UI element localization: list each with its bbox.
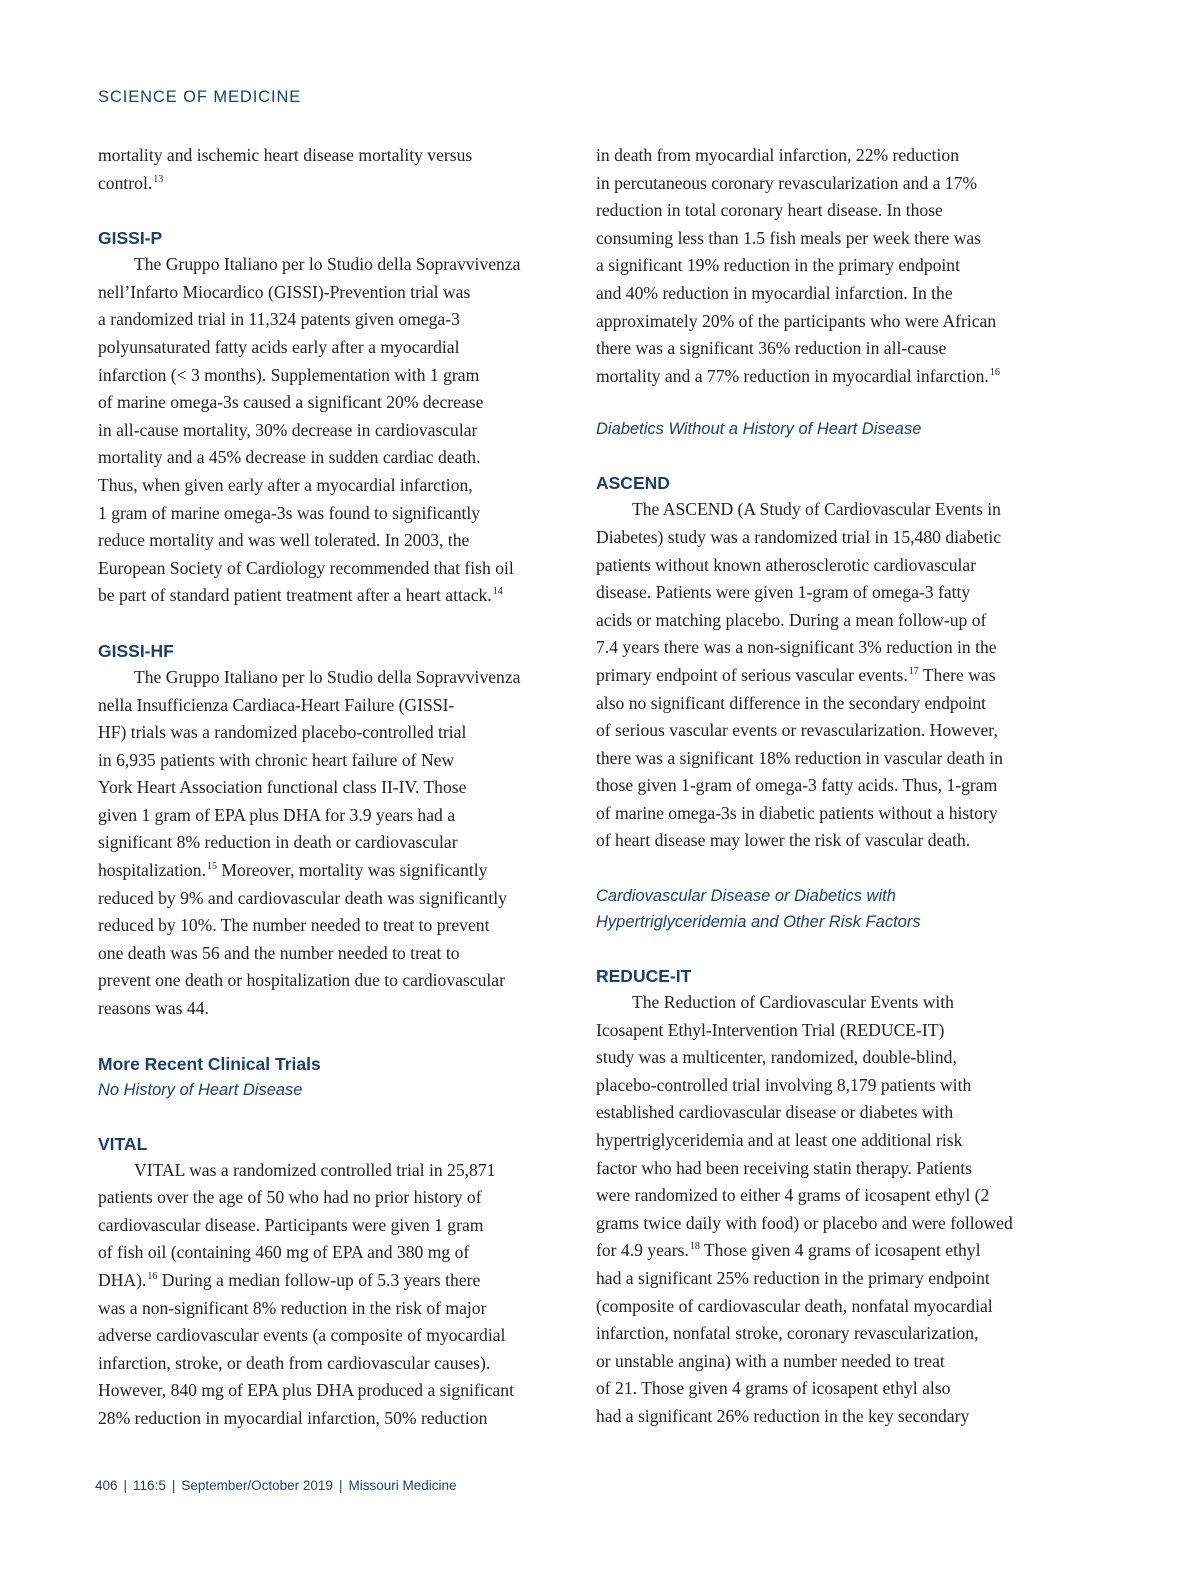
section-header: SCIENCE OF MEDICINE (98, 88, 302, 106)
text-line: grams twice daily with food) or placebo and were followed (596, 1212, 1013, 1233)
reduce-it-paragraph (596, 989, 1086, 1431)
ascend-paragraph (596, 496, 1086, 855)
footer-separator: | (171, 1478, 176, 1493)
text-line: infarction (< 3 months). Supplementation with 1 gram (98, 364, 480, 385)
text-line: European Society of Cardiology recommended that fish oil (98, 557, 514, 578)
text-line: mortality and ischemic heart disease mortality versus (98, 145, 473, 165)
reference-18: 18 (689, 1241, 700, 1253)
issue-number: 116:5 (133, 1478, 166, 1493)
ascend-heading: ASCEND (596, 473, 670, 494)
text-line: Diabetes) study was a randomized trial in 15,480 diabetic (596, 526, 1002, 547)
text-line: consuming less than 1.5 fish meals per week there was (596, 227, 982, 248)
text-line: nell’Infarto Miocardico (GISSI)-Prevention trial was (98, 281, 471, 302)
text-line: there was a significant 18% reduction in vascular death in (596, 747, 1003, 768)
text-line: polyunsaturated fatty acids early after a myocardial (98, 336, 460, 357)
no-history-subheading: No History of Heart Disease (98, 1080, 303, 1099)
text-line: were randomized to either 4 grams of icosapent ethyl (2 (596, 1185, 990, 1206)
text-line: a significant 19% reduction in the primary endpoint (596, 255, 960, 276)
gissi-p-heading: GISSI-P (98, 228, 163, 249)
text-line: reasons was 44. (98, 998, 209, 1019)
text-line: 1 gram of marine omega-3s was found to significantly (98, 502, 481, 523)
cvd-subheading-line1: Cardiovascular Disease or Diabetics with (596, 887, 896, 906)
text-line: established cardiovascular disease or diabetes with (596, 1102, 954, 1123)
text-line: VITAL was a randomized controlled trial in 25,871 (134, 1159, 496, 1180)
gissi-p-paragraph (98, 251, 588, 610)
footer-separator: | (338, 1478, 343, 1493)
text-line: there was a significant 36% reduction in all-cause (596, 338, 947, 359)
text-line: study was a multicenter, randomized, double-blind, (596, 1047, 957, 1068)
vital-heading: VITAL (98, 1133, 148, 1154)
text-line: prevent one death or hospitalization due to cardiovascular (98, 970, 505, 991)
text-line: infarction, stroke, or death from cardiovascular causes). (98, 1352, 491, 1373)
reference-13: 13 (153, 173, 164, 185)
reference-15: 15 (207, 861, 217, 873)
text-line: had a significant 25% reduction in the primary endpoint (596, 1268, 990, 1288)
text-line: 7.4 years there was a non-significant 3% reduction in the (596, 637, 997, 658)
text-line: was a non-significant 8% reduction in the risk of major (98, 1297, 487, 1318)
text-line: in all-cause mortality, 30% decrease in cardiovascular (98, 419, 478, 440)
text-line: factor who had been receiving statin therapy. Patients (596, 1157, 973, 1178)
text-line: reduced by 9% and cardiovascular death was significantly (98, 887, 507, 908)
text-line: mortality and a 77% reduction in myocardial infarction.$^{16}$ (596, 365, 1000, 386)
gissi-hf-paragraph (98, 664, 588, 1023)
text-line: control.$^{13}$ (98, 172, 164, 193)
text-line: in death from myocardial infarction, 22% reduction (596, 145, 959, 165)
text-line: reduction in total coronary heart disease. In those (596, 200, 943, 221)
recent-trials-heading: More Recent Clinical Trials (98, 1053, 321, 1074)
text-line: hypertriglyceridemia and at least one additional risk (596, 1130, 963, 1151)
right-column (596, 142, 1086, 1431)
text-line: given 1 gram of EPA plus DHA for 3.9 years had a (98, 804, 456, 825)
text-line: cardiovascular disease. Participants were given 1 gram (98, 1214, 484, 1235)
journal-name: Missouri Medicine (348, 1478, 457, 1493)
vital-continued-paragraph (596, 142, 1086, 390)
diabetics-subheading: Diabetics Without a History of Heart Disease (596, 420, 922, 439)
cvd-subheading-line2: Hypertriglyceridemia and Other Risk Factors (596, 913, 921, 932)
text-line: The Reduction of Cardiovascular Events with (632, 992, 954, 1013)
text-line: of fish oil (containing 460 mg of EPA and 380 mg of (98, 1242, 470, 1263)
reference-14: 14 (492, 586, 503, 598)
text-line: nella Insufficienza Cardiaca-Heart Failure (GISSI- (98, 694, 455, 715)
text-line: one death was 56 and the number needed to treat to (98, 942, 460, 963)
page-number: 406 (95, 1478, 118, 1493)
text-line: or unstable angina) with a number needed to treat (596, 1350, 945, 1371)
footer-separator: | (123, 1478, 128, 1493)
text-line: approximately 20% of the participants who were African (596, 310, 997, 331)
text-line: However, 840 mg of EPA plus DHA produced a significant (98, 1380, 514, 1401)
text-line: HF) trials was a randomized placebo-controlled trial (98, 722, 467, 743)
text-line: disease. Patients were given 1-gram of omega-3 fatty (596, 582, 971, 603)
text-line: for 4.9 years.$^{18}$ Those given 4 grams of icosapent ethyl (596, 1240, 981, 1261)
text-line: significant 8% reduction in death or cardiovascular (98, 832, 458, 853)
text-line: also no significant difference in the secondary endpoint (596, 692, 987, 713)
text-line: 28% reduction in myocardial infarction, 50% reduction (98, 1407, 488, 1428)
text-line: of marine omega-3s in diabetic patients without a history (596, 802, 998, 823)
text-line: hospitalization.$^{15}$ Moreover, mortality was significantly (98, 860, 488, 881)
text-line: DHA).$^{16}$ During a median follow-up of 5.3 years there (98, 1270, 481, 1290)
text-line: reduced by 10%. The number needed to treat to prevent (98, 915, 490, 936)
text-line: The Gruppo Italiano per lo Studio della Sopravvivenza (134, 254, 521, 275)
text-line: of serious vascular events or revascularization. However, (596, 720, 998, 741)
page-footer (95, 1478, 457, 1493)
text-line: (composite of cardiovascular death, nonfatal myocardial (596, 1295, 993, 1316)
vital-paragraph (98, 1157, 588, 1433)
text-line: had a significant 26% reduction in the key secondary (596, 1405, 970, 1426)
text-line: be part of standard patient treatment after a heart attack.$^{14}$ (98, 585, 503, 606)
text-line: Thus, when given early after a myocardial infarction, (98, 474, 473, 495)
text-line: patients without known atherosclerotic cardiovascular (596, 554, 977, 575)
text-line: acids or matching placebo. During a mean follow-up of (596, 609, 987, 630)
text-line: and 40% reduction in myocardial infarction. In the (596, 282, 953, 303)
text-line: those given 1-gram of omega-3 fatty acids. Thus, 1-gram (596, 775, 998, 796)
text-line: reduce mortality and was well tolerated. In 2003, the (98, 530, 470, 551)
text-line: primary endpoint of serious vascular events.$^{17}$ There was (596, 664, 996, 685)
issue-date: September/October 2019 (181, 1478, 333, 1493)
text-line: a randomized trial in 11,324 patents given omega-3 (98, 309, 460, 330)
text-line: The Gruppo Italiano per lo Studio della Sopravvivenza (134, 666, 521, 687)
text-line: of heart disease may lower the risk of vascular death. (596, 830, 971, 851)
text-line: infarction, nonfatal stroke, coronary revascularization, (596, 1323, 979, 1344)
text-line: in 6,935 patients with chronic heart failure of New (98, 749, 455, 770)
text-line: of marine omega-3s caused a significant 20% decrease (98, 392, 484, 413)
text-line: The ASCEND (A Study of Cardiovascular Events in (632, 499, 1001, 520)
text-line: adverse cardiovascular events (a composite of myocardial (98, 1325, 506, 1346)
gissi-hf-heading: GISSI-HF (98, 640, 174, 661)
text-line: placebo-controlled trial involving 8,179 patients with (596, 1074, 972, 1095)
text-line: York Heart Association functional class II-IV. Those (98, 777, 467, 798)
reference-17: 17 (908, 665, 919, 677)
text-line: of 21. Those given 4 grams of icosapent ethyl also (596, 1378, 951, 1399)
reference-16: 16 (989, 366, 1000, 378)
reduce-it-heading: REDUCE-IT (596, 966, 692, 987)
text-line: mortality and a 45% decrease in sudden cardiac death. (98, 447, 481, 468)
text-line: in percutaneous coronary revascularization and a 17% (596, 172, 978, 193)
text-line: Icosapent Ethyl-Intervention Trial (REDUCE-IT) (596, 1019, 945, 1040)
intro-paragraph (98, 142, 588, 197)
reference-16: 16 (147, 1271, 158, 1282)
text-line: patients over the age of 50 who had no prior history of (98, 1187, 482, 1208)
left-column (98, 142, 588, 1433)
